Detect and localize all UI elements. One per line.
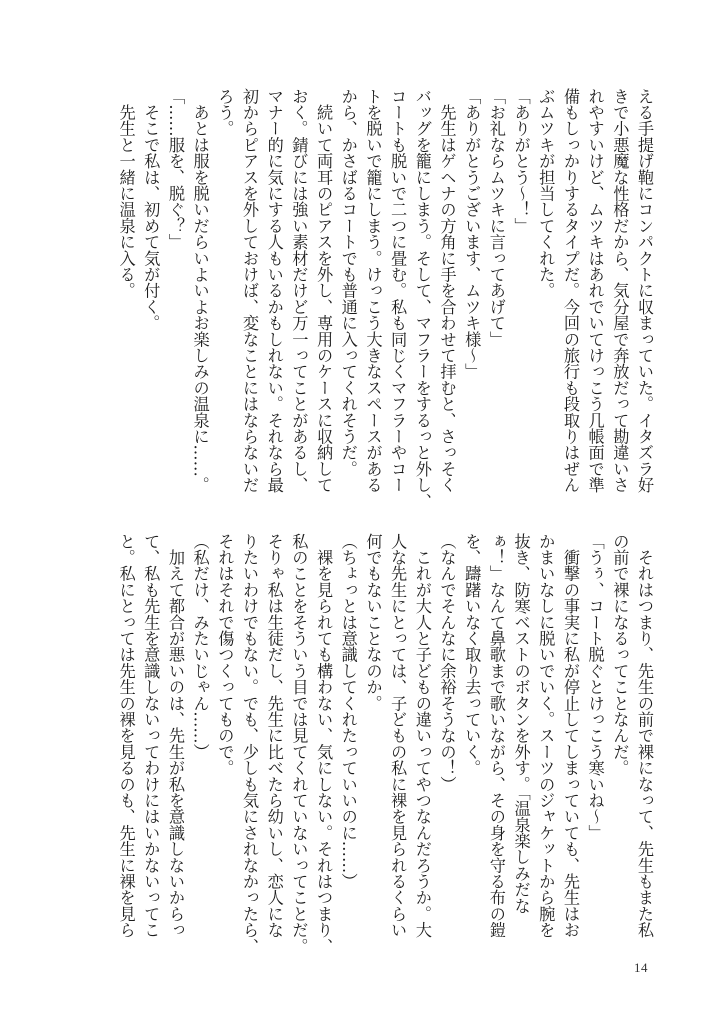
text-line: 先生はゲヘナの方角に手を合わせて拝むと、さっそく xyxy=(437,88,457,493)
text-line: これが大人と子どもの違いってやつなんだろうか。大 xyxy=(412,533,432,938)
text-line: 私のことをそういう目では見てくれていないってことだ。 xyxy=(289,533,309,955)
text-line: コートも脱いで二つに畳む。私も同じくマフラーやコー xyxy=(388,88,408,493)
text-line: きで小悪魔な性格だから、気分屋で奔放だって勘違いさ xyxy=(610,88,630,493)
thought-line: （ちょっとは意識してくれたっていいのに……） xyxy=(338,533,358,890)
text-line: ぁ！」なんて鼻歌まで歌いながら、その身を守る布の鎧 xyxy=(486,533,506,938)
text-line: 初からピアスを外しておけば、変なことにはならないだ xyxy=(240,88,259,493)
text-line: りたいわけでもない。でも、少しも気にされなかったら、 xyxy=(240,533,259,955)
text-line: ろう。 xyxy=(215,88,235,137)
text-line: 抜き、防寒ベストのボタンを外す。「温泉楽しみだな xyxy=(511,533,531,914)
thought-line: （なんでそんなに余裕そうなの！） xyxy=(437,533,457,793)
top-tier-text xyxy=(113,88,656,510)
text-line: 人な先生にとっては、子どもの私に裸を見られるくらい xyxy=(388,533,408,938)
text-line: 先生と一緒に温泉に入る。 xyxy=(116,88,136,299)
text-line: そこで私は、初めて気が付く。 xyxy=(141,88,161,331)
text-line: かまいなしに脱いでいく。スーツのジャケットから腕を xyxy=(536,533,556,938)
bottom-tier-text xyxy=(113,533,656,955)
text-line: える手提げ鞄にコンパクトに収まっていた。イタズラ好 xyxy=(635,88,654,493)
text-line: 続いて両耳のピアスを外し、専用のケースに収納して xyxy=(314,88,334,493)
page-number: 14 xyxy=(634,960,648,975)
text-line: マナー的に気にする人もいるかもしれない。それなら最 xyxy=(264,88,284,493)
text-line: それはつまり、先生の前で裸になって、先生もまた私 xyxy=(635,533,654,938)
text-line: おく。錆びには強い素材だけど万一ってことがあるし、 xyxy=(289,88,309,493)
text-line: から、かさばるコートでも普通に入ってくれそうだ。 xyxy=(338,88,358,477)
text-line: 衝撃の事実に私が停止してしまっていても、先生はお xyxy=(560,533,580,938)
text-line: バッグを籠にしまう。そして、マフラーをするっと外し、 xyxy=(412,88,432,510)
text-line: の前で裸になるってことなんだ。 xyxy=(610,533,630,776)
text-line: 加えて都合が悪いのは、先生が私を意識しないからっ xyxy=(165,533,185,938)
text-line: それはそれで傷つくってもので。 xyxy=(215,533,235,776)
text-line: と。私にとっては先生の裸を見るのも、先生に裸を見ら xyxy=(116,533,136,938)
dialogue-line: 「お礼ならムツキに言ってあげて」 xyxy=(486,88,506,348)
thought-line: （私だけ、みたいじゃん……） xyxy=(190,533,210,760)
text-line: そりゃ私は生徒だし、先生に比べたら幼いし、恋人にな xyxy=(264,533,284,938)
dialogue-line: 「ありがとう〜！」 xyxy=(511,88,531,234)
text-line: 何でもないことなのか。 xyxy=(363,533,383,712)
text-line: 備もしっかりするタイプだ。今回の旅行も段取りはぜん xyxy=(560,88,580,493)
text-line: れやすいけど、ムツキはあれでいてけっこう几帳面で準 xyxy=(585,88,605,493)
text-line: 裸を見られても構わない、気にしない。それはつまり、 xyxy=(314,533,334,955)
dialogue-line: 「うぅ、コート脱ぐとけっこう寒いね〜」 xyxy=(585,533,605,841)
text-line: を、躊躇いなく取り去っていく。 xyxy=(462,533,482,776)
text-line: て、私も先生を意識しないってわけにはいかないってこ xyxy=(141,533,161,938)
dialogue-line: 「……服を、脱ぐ？」 xyxy=(165,88,185,250)
dialogue-line: 「ありがとうございます、ムツキ様〜」 xyxy=(462,88,482,380)
text-line: あとは服を脱いだらいよいよお楽しみの温泉に……。 xyxy=(190,88,210,493)
text-line: ぶムツキが担当してくれた。 xyxy=(536,88,556,299)
text-line: トを脱いで籠にしまう。けっこう大きなスペースがある xyxy=(363,88,383,493)
